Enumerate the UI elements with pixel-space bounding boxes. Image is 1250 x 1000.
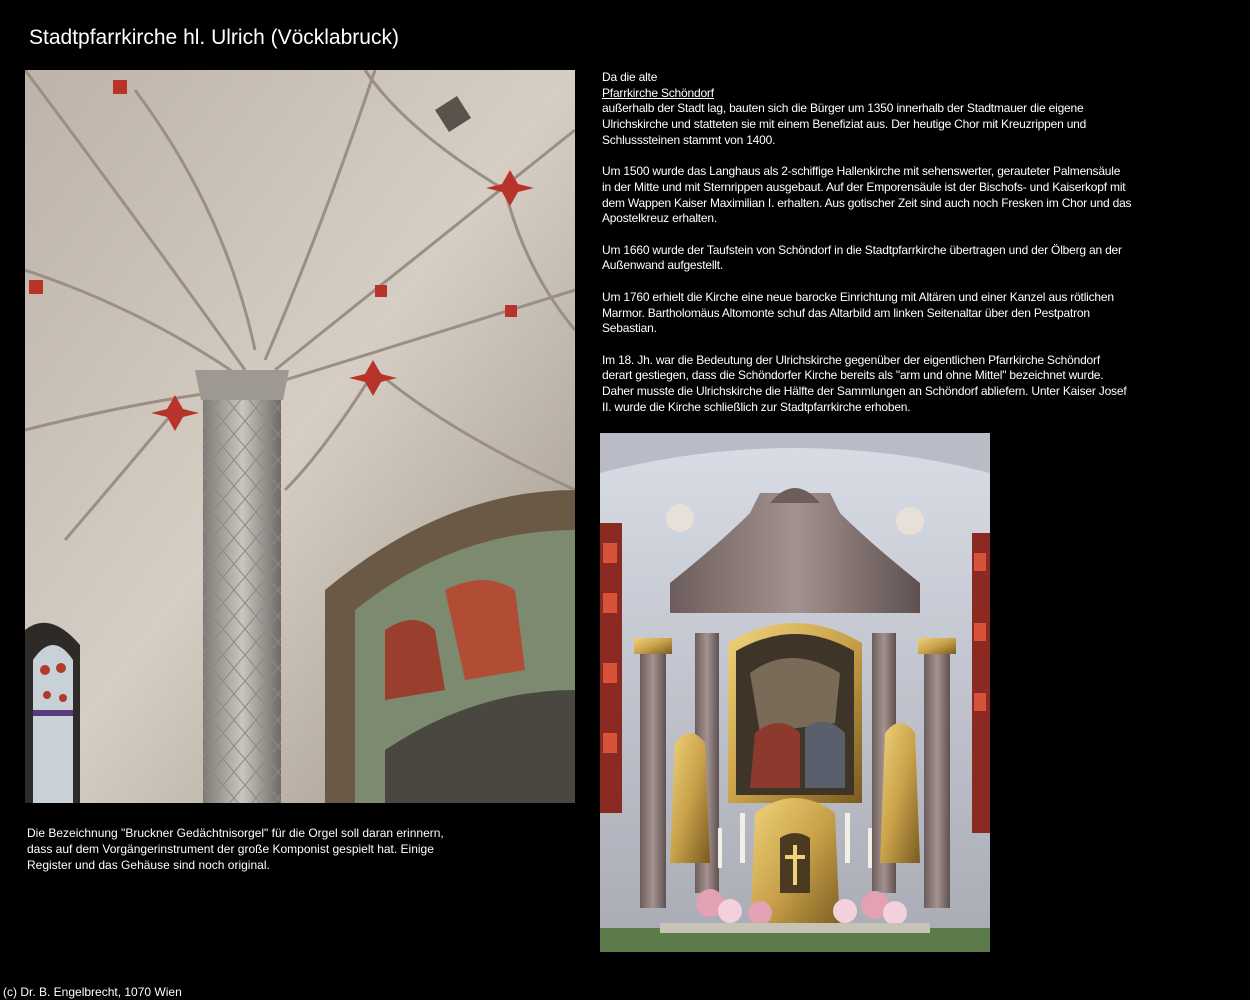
- vault-column-photo[interactable]: [25, 70, 575, 803]
- vault-column-image: [25, 70, 575, 803]
- paragraph-taufstein: Um 1660 wurde der Taufstein von Schöndorf in die Stadtpfarrkirche übertragen und der Ölberg an der Außenwand aufgestellt.: [602, 242, 1122, 273]
- page-title: Stadtpfarrkirche hl. Ulrich (Vöcklabruck): [29, 26, 399, 49]
- intro-after: außerhalb der Stadt lag, bauten sich die Bürger um 1350 innerhalb der Stadtmauer die eigene Ulrichskirche und statteten sie mit einem Benefiziat aus. Der heutige Chor mit Kreuzrippen und Schlusssteinen stammt von 1400.: [602, 101, 1087, 147]
- article-text: [602, 70, 1132, 431]
- intro-before: Da die alte: [602, 70, 658, 84]
- high-altar-photo[interactable]: [600, 433, 990, 952]
- link-pfarrkirche-schoendorf[interactable]: Pfarrkirche Schöndorf: [602, 85, 714, 100]
- high-altar-image: [600, 433, 990, 952]
- organ-caption: Die Bezeichnung "Bruckner Gedächtnisorgel" für die Orgel soll daran erinnern, dass auf dem Vorgängerinstrument der große Komponist gespielt hat. Einige Register und das Gehäuse sind noch original.: [27, 826, 444, 872]
- paragraph-langhaus: Um 1500 wurde das Langhaus als 2-schiffige Hallenkirche mit sehenswerter, gerauteter Palmensäule in der Mitte und mit Sternrippen ausgebaut. Auf der Emporensäule ist der Bischofs- und Kaiserkopf mit dem Wappen Kaiser Maximilian I. erhalten. Aus gotischer Zeit sind auch noch Fresken im Chor und das Apostelkreuz erhalten.: [602, 164, 1132, 226]
- intro-paragraph: [602, 70, 1132, 149]
- paragraph-18-jh: Im 18. Jh. war die Bedeutung der Ulrichskirche gegenüber der eigentlichen Pfarrkirche Schöndorf derart gestiegen, dass die Schöndorfer Kirche bereits als "arm und ohne Mittel" bezeichnet wurde. Daher musste die Ulrichskirche die Hälfte der Sammlungen an Schöndorf abliefern. Unter Kaiser Josef II. wurde die Kirche schließlich zur Stadtpfarrkirche erhoben.: [602, 352, 1127, 414]
- paragraph-barock: Um 1760 erhielt die Kirche eine neue barocke Einrichtung mit Altären und einer Kanzel aus rötlichen Marmor. Bartholomäus Altomonte schuf das Altarbild am linken Seitenaltar über den Pestpatron Sebastian.: [602, 289, 1114, 336]
- copyright-footer: (c) Dr. B. Engelbrecht, 1070 Wien: [3, 985, 182, 999]
